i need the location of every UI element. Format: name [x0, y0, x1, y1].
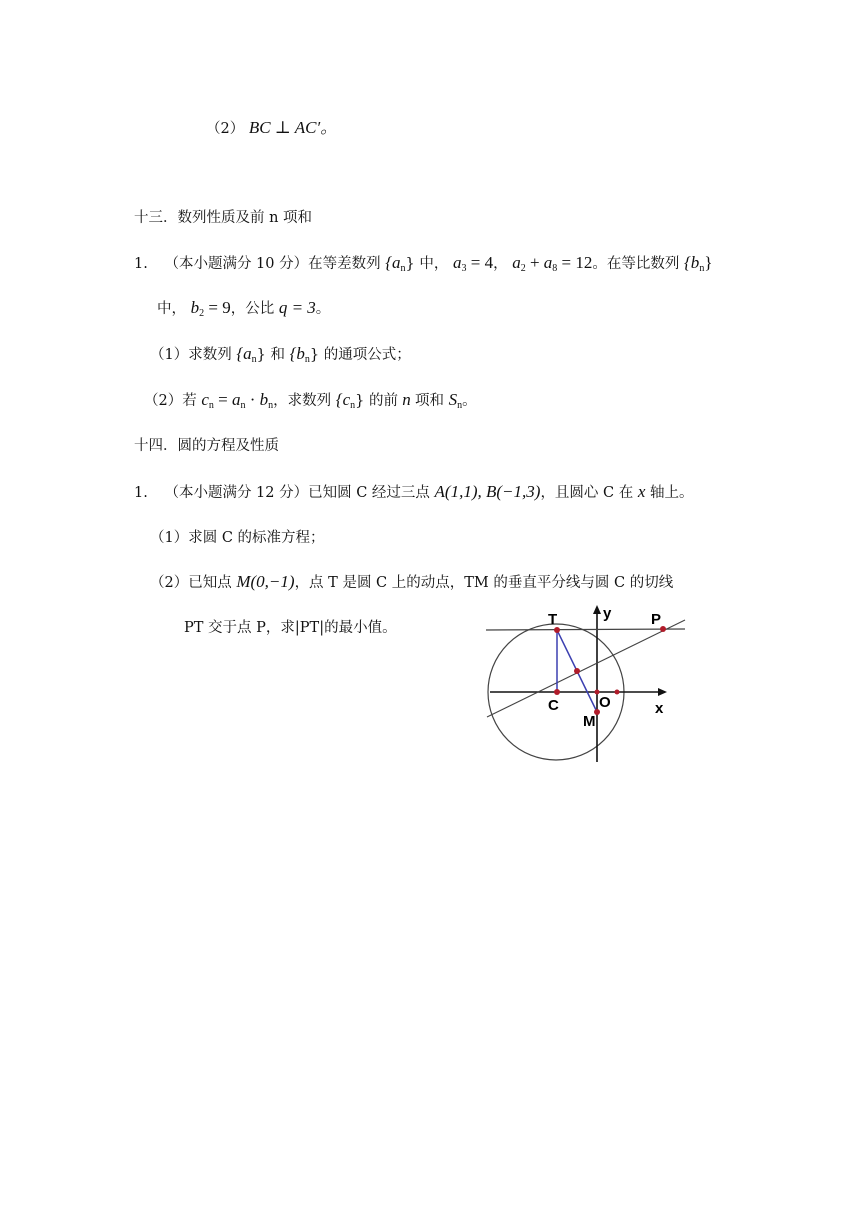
section-14-heading: 十四．圆的方程及性质 [134, 438, 279, 454]
s13-question-1-line-1 [134, 253, 712, 279]
seq-c-notation: {$c_n$ [335, 390, 356, 411]
text-ratio: ，公比 [230, 301, 275, 317]
a3-equation: $a_3 = 4$ [453, 253, 494, 274]
text-formula: } 的通项公式； [309, 347, 411, 363]
sum-equation: $a_2 + a_8 = 12$ [512, 253, 593, 274]
midpoint-tm [574, 668, 580, 674]
sn-variable: $S_n$ [448, 390, 463, 411]
s14-part-2 [150, 572, 673, 593]
label-t: T [548, 611, 558, 628]
y-axis-arrow [593, 605, 601, 614]
points-expression: A(1,1), B(−1,3) [434, 482, 541, 501]
seq-a-notation-2: {$a_n$ [236, 344, 257, 365]
text-seq-c: ，求数列 [273, 393, 332, 409]
point-c [554, 689, 560, 695]
text-center-on: ，且圆心 C 在 [540, 485, 634, 501]
tangent-line [486, 629, 685, 630]
prev-part-2 [206, 118, 337, 139]
text-zhong-2: 中， [157, 301, 186, 317]
section-13-heading: 十三．数列性质及前 n 项和 [134, 210, 313, 226]
text-first: } 的前 [355, 393, 398, 409]
part-2-suffix: ，点 T 是圆 C 上的动点，TM 的垂直平分线与圆 C 的切线 [294, 575, 674, 591]
n-variable: n [397, 390, 415, 409]
perpendicular-expression: BC ⊥ AC′。 [248, 118, 338, 137]
text-sum: 项和 [414, 393, 444, 409]
seq-b-notation: $\{b_n\}$ [684, 253, 713, 274]
cn-equation: $c_n = a_n \cdot b_n$ [201, 390, 274, 411]
text-axis: 轴上。 [650, 485, 694, 501]
circle-diagram [482, 600, 692, 770]
comma: ， [493, 256, 508, 272]
s14-question-1 [134, 482, 694, 503]
point-a-on-axis [615, 690, 620, 695]
s14-part-1: （1）求圆 C 的标准方程； [150, 530, 325, 546]
part-1-prefix: （1）求数列 [150, 347, 232, 363]
x-variable: x [637, 482, 646, 501]
label-c: C [548, 697, 559, 714]
part-2-prefix-2: （2）已知点 [150, 575, 232, 591]
period: 。 [315, 301, 331, 317]
text-zhong: } 中， [405, 256, 449, 272]
label-y: y [603, 605, 612, 622]
text-geometric: 。在等比数列 [592, 256, 680, 272]
s13-part-2 [144, 390, 477, 416]
text-and: } 和 [256, 347, 285, 363]
question-prefix-2: （本小题满分 12 分）已知圆 C 经过三点 [164, 485, 430, 501]
question-prefix: （本小题满分 10 分）在等差数列 [164, 256, 381, 272]
part-2-prefix: （2）若 [144, 393, 197, 409]
label-x: x [655, 700, 664, 717]
q-equation: q = 3 [278, 298, 316, 317]
s13-question-1-line-2 [157, 298, 330, 324]
label-p: P [651, 611, 662, 628]
seq-a-notation: {$a_n$ [385, 253, 406, 274]
part-label: （2） [206, 121, 245, 137]
question-number-2: 1. [134, 485, 148, 501]
label-o: O [599, 694, 611, 711]
question-number: 1. [134, 256, 148, 272]
label-m: M [583, 713, 596, 730]
b2-equation: $b_2 = 9$ [190, 298, 231, 319]
s14-part-2-line-2: PT 交于点 P，求|PT|的最小值。 [184, 620, 397, 636]
x-axis-arrow [658, 688, 667, 696]
m-point: M(0,−1) [236, 572, 295, 591]
period-2: 。 [462, 393, 477, 409]
seq-b-notation-2: {$b_n$ [289, 344, 310, 365]
s13-part-1 [150, 344, 411, 370]
